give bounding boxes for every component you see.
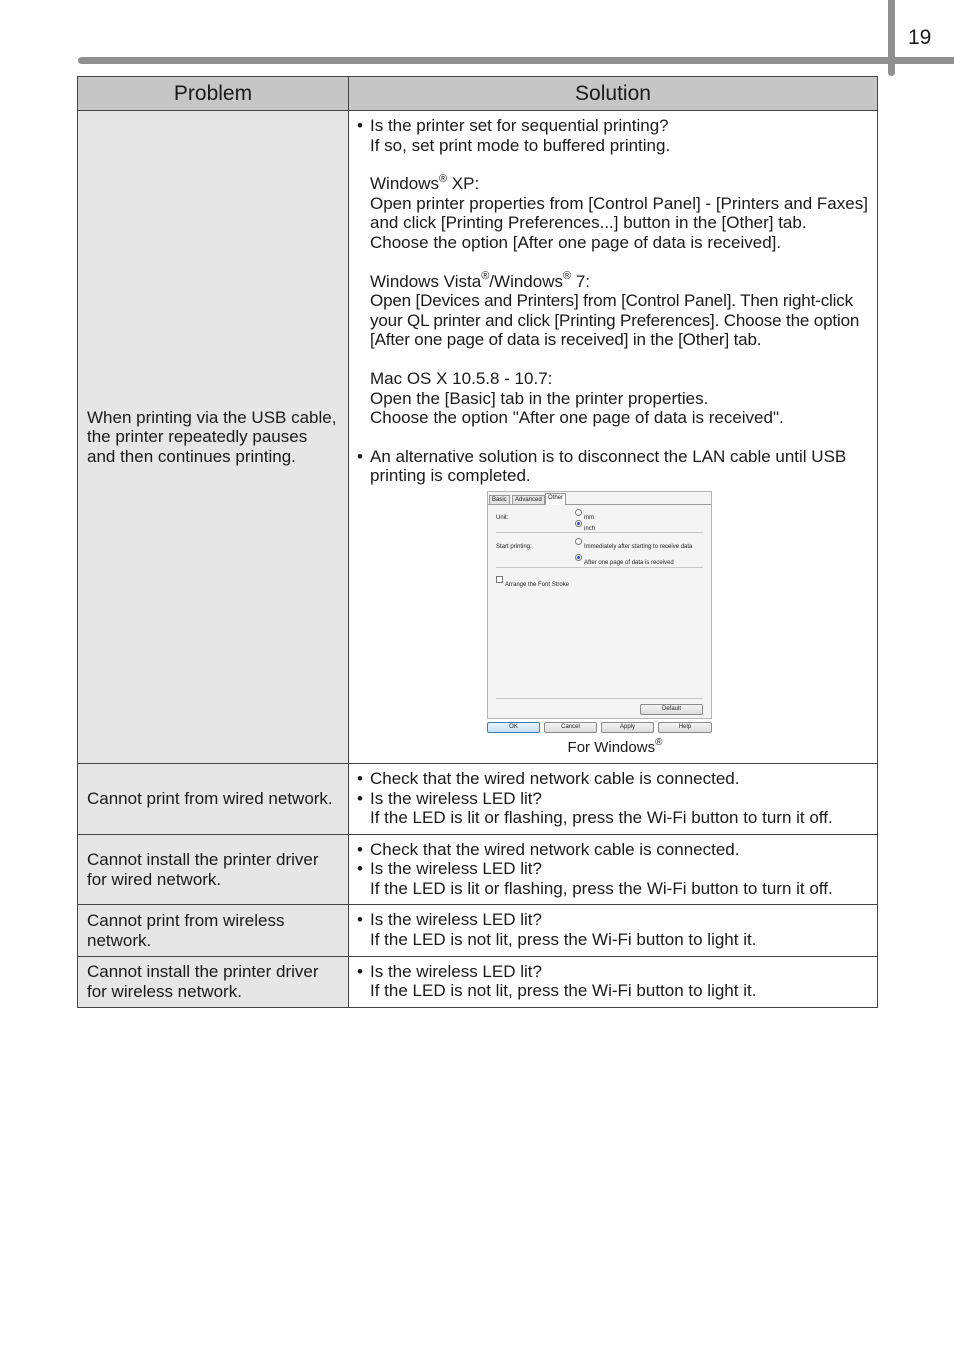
ok-button[interactable]: OK bbox=[487, 722, 540, 733]
option-mm: mm bbox=[584, 514, 594, 521]
problem-cell bbox=[78, 956, 349, 1007]
solution-line: • Is the printer set for sequential printing? bbox=[370, 116, 669, 135]
problem-text: Cannot print from wireless network. bbox=[87, 910, 285, 950]
problem-cell bbox=[78, 905, 349, 956]
solution-cell bbox=[349, 956, 878, 1007]
xp-heading: Windows® XP: bbox=[370, 172, 480, 194]
option-immediately: Immediately after starting to receive data bbox=[584, 543, 693, 550]
start-printing-label: Start printing: bbox=[496, 543, 532, 550]
solution-bullet bbox=[357, 116, 873, 428]
header-rule bbox=[78, 57, 954, 64]
solution-bullet: • Check that the wired network cable is connected. bbox=[357, 769, 873, 789]
screenshot-caption: For Windows® bbox=[567, 736, 663, 756]
solution-bullet: • Check that the wired network cable is connected. bbox=[357, 840, 873, 860]
problem-cell bbox=[78, 111, 349, 764]
apply-button[interactable]: Apply bbox=[601, 722, 654, 733]
option-after-one-page: After one page of data is received bbox=[584, 559, 674, 566]
unit-label: Unit: bbox=[496, 514, 509, 521]
header-problem: Problem bbox=[78, 77, 349, 111]
problem-text: Cannot print from wired network. bbox=[87, 789, 333, 808]
cancel-button[interactable]: Cancel bbox=[544, 722, 597, 733]
font-stroke-checkbox[interactable] bbox=[496, 576, 503, 583]
mac-heading: Mac OS X 10.5.8 - 10.7: bbox=[370, 368, 553, 388]
mac-instructions-2: Choose the option "After one page of data is received". bbox=[370, 408, 784, 428]
solution-cell bbox=[349, 763, 878, 834]
table-row bbox=[78, 956, 878, 1007]
solution-cell bbox=[349, 905, 878, 956]
radio-mm[interactable] bbox=[575, 509, 582, 516]
solution-cell bbox=[349, 111, 878, 764]
solution-cell bbox=[349, 834, 878, 905]
tab-other[interactable]: Other bbox=[545, 493, 566, 505]
problem-cell bbox=[78, 834, 349, 905]
solution-line: • An alternative solution is to disconnect the LAN cable until USB printing is completed. bbox=[370, 446, 847, 486]
radio-inch[interactable] bbox=[575, 520, 582, 527]
problem-text: Cannot install the printer driver for wired network. bbox=[87, 849, 319, 889]
solution-bullet bbox=[357, 447, 873, 486]
default-button[interactable]: Default bbox=[640, 704, 703, 715]
radio-after-one-page[interactable] bbox=[575, 554, 582, 561]
solution-bullet: • Is the wireless LED lit? If the LED is not lit, press the Wi-Fi button to light it. bbox=[357, 910, 873, 949]
vista-instructions: Open [Devices and Printers] from [Control Panel]. Then right-click your QL printer and click [Printing Preferences]. Choose the option [After one page of data is received] in the [Other] tab. bbox=[370, 291, 860, 350]
table-header-row bbox=[78, 77, 878, 111]
help-button[interactable]: Help bbox=[658, 722, 712, 733]
dialog-panel bbox=[487, 491, 712, 719]
xp-instructions: Open printer properties from [Control Panel] - [Printers and Faxes] and click [Printing Preferences...] button in the [Other] tab. bbox=[370, 193, 868, 233]
problem-text: When printing via the USB cable, the printer repeatedly pauses and then continues printing. bbox=[87, 407, 337, 466]
solution-bullet: • Is the wireless LED lit? If the LED is lit or flashing, press the Wi-Fi button to turn it off. bbox=[357, 859, 873, 898]
table-row bbox=[78, 111, 878, 764]
radio-immediately[interactable] bbox=[575, 538, 582, 545]
xp-instructions-2: Choose the option [After one page of data is received]. bbox=[370, 232, 782, 252]
table-row bbox=[78, 905, 878, 956]
troubleshooting-table bbox=[77, 76, 878, 1008]
page-corner-rule bbox=[888, 0, 895, 76]
font-stroke-label: Arrange the Font Stroke bbox=[505, 581, 570, 588]
vista-heading: Windows Vista®/Windows® 7: bbox=[370, 269, 590, 291]
table-row bbox=[78, 834, 878, 905]
page-number: 19 bbox=[908, 26, 932, 49]
mac-instructions: Open the [Basic] tab in the printer properties. bbox=[370, 388, 709, 408]
tab-advanced[interactable]: Advanced bbox=[512, 495, 545, 505]
table-row bbox=[78, 763, 878, 834]
problem-cell bbox=[78, 763, 349, 834]
header-solution: Solution bbox=[349, 77, 878, 111]
option-inch: inch bbox=[584, 525, 596, 532]
printer-preferences-screenshot bbox=[487, 491, 712, 733]
solution-bullet: • Is the wireless LED lit? If the LED is not lit, press the Wi-Fi button to light it. bbox=[357, 962, 873, 1001]
tab-basic[interactable]: Basic bbox=[489, 495, 510, 505]
solution-line: If so, set print mode to buffered printing. bbox=[370, 135, 671, 155]
problem-text: Cannot install the printer driver for wireless network. bbox=[87, 962, 319, 1001]
solution-bullet: • Is the wireless LED lit? If the LED is lit or flashing, press the Wi-Fi button to turn it off. bbox=[357, 789, 873, 828]
